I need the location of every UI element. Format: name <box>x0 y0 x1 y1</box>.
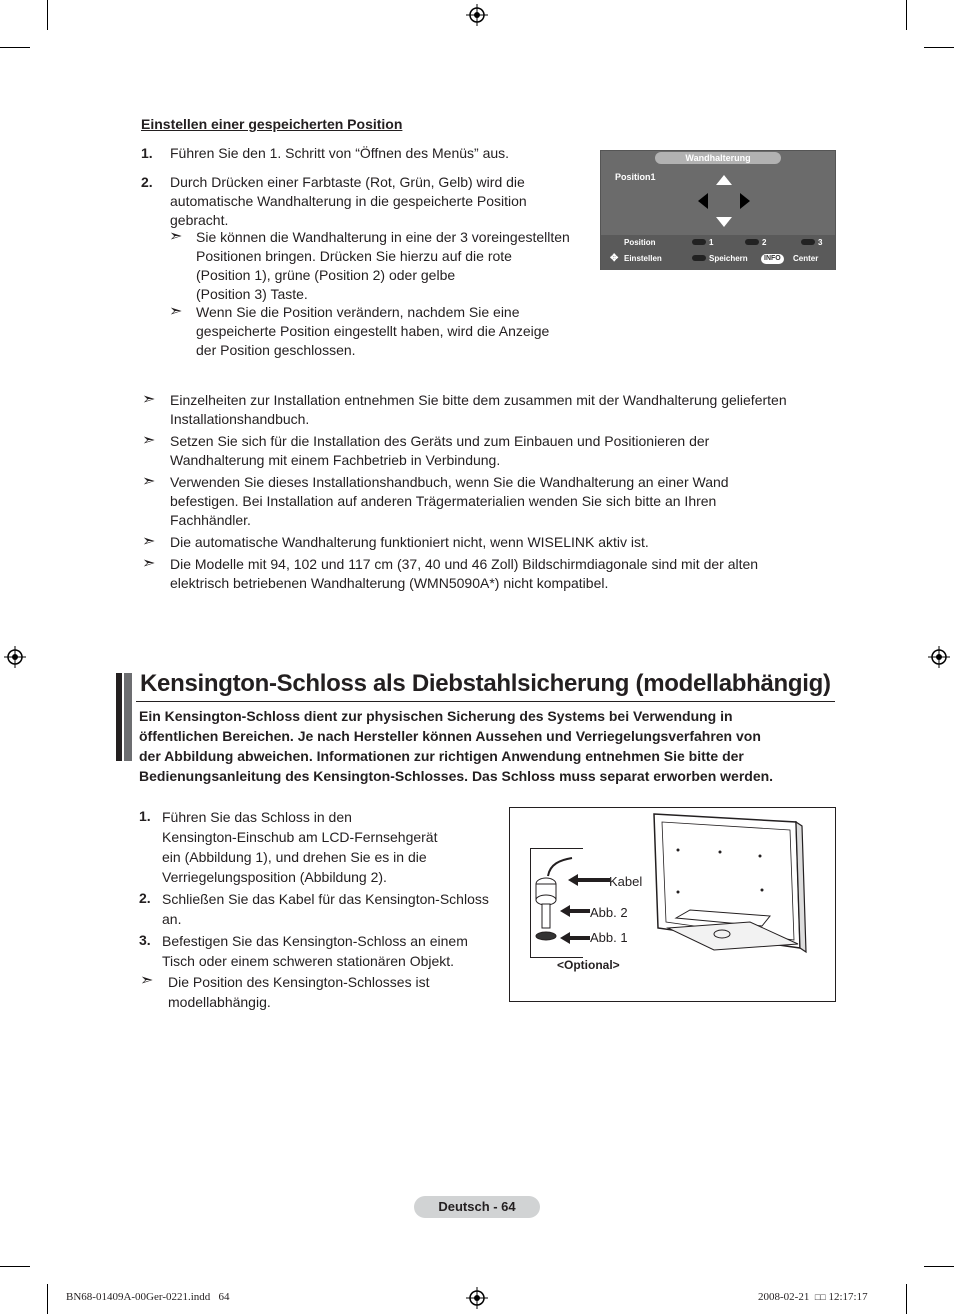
kensington-figure <box>509 807 836 1002</box>
step-text: Befestigen Sie das Kensington-Schloss an einem Tisch oder einem schweren stationären Objekt. <box>162 933 468 969</box>
file-slug: BN68-01409A-00Ger-0221.indd 64 <box>66 1291 230 1303</box>
registration-mark-icon <box>4 646 26 668</box>
yellow-button-icon <box>801 239 815 245</box>
crop-mark <box>47 0 48 30</box>
note-text: Verwenden Sie dieses Installationshandbuch, wenn Sie die Wandhalterung an einer Wand befestigen. Bei Installation auf anderen Trägermaterialien wenden Sie sich bitte an Ihren Fachhändler. <box>170 474 729 528</box>
section-heading: Einstellen einer gespeicherten Position <box>141 116 403 132</box>
crop-mark <box>0 1266 30 1267</box>
note-arrow-icon: ➣ <box>169 303 183 320</box>
green-button-icon <box>745 239 759 245</box>
title-rule <box>136 701 835 702</box>
crop-mark <box>906 0 907 30</box>
step-text: Schließen Sie das Kabel für das Kensington-Schloss an. <box>162 891 489 927</box>
section-bar <box>116 673 122 761</box>
osd-button-label: 2 <box>762 238 767 247</box>
registration-mark-icon <box>466 1287 488 1309</box>
move-icon: ✥ <box>610 253 619 264</box>
osd-position-label: Position1 <box>615 172 656 182</box>
note-arrow-icon: ➣ <box>142 533 156 550</box>
crop-mark <box>0 47 30 48</box>
crop-mark <box>906 1284 907 1314</box>
print-date: 2008-02-21 □□ 12:17:17 <box>758 1291 868 1303</box>
note-arrow-icon: ➣ <box>142 473 156 490</box>
page-title: Kensington-Schloss als Diebstahlsicherung (modellabhängig) <box>140 670 831 697</box>
note-text: Einzelheiten zur Installation entnehmen Sie bitte dem zusammen mit der Wandhalterung gelieferten Installationshandbuch. <box>170 392 787 427</box>
osd-row-label: Position <box>624 238 656 247</box>
crop-mark <box>47 1284 48 1314</box>
arrow-abb2-icon <box>560 905 590 917</box>
info-button-icon: INFO <box>761 254 784 264</box>
page-number-badge: Deutsch - 64 <box>414 1196 540 1218</box>
step-text: Führen Sie den 1. Schritt von “Öffnen des Menüs” aus. <box>170 145 510 161</box>
note-arrow-icon: ➣ <box>142 432 156 449</box>
abb1-label: Abb. 1 <box>590 930 628 945</box>
osd-footer <box>601 235 835 270</box>
step-text: Durch Drücken einer Farbtaste (Rot, Grün, Gelb) wird die automatische Wandhalterung in die gespeicherte Position gebracht. <box>170 174 527 228</box>
arrow-abb1-icon <box>560 932 590 944</box>
osd-title: Wandhalterung <box>655 152 781 164</box>
note-text: Sie können die Wandhalterung in eine der 3 voreingestellten Positionen bringen. Drücken Sie hierzu auf die rote (Position 1), grüne (Position 2) oder gelbe (Position 3) Taste. <box>196 229 570 302</box>
note-text: Die automatische Wandhalterung funktioniert nicht, wenn WISELINK aktiv ist. <box>170 534 649 550</box>
step-number: 1. <box>139 808 151 824</box>
osd-button-label: 3 <box>818 238 823 247</box>
step-number: 2. <box>139 890 151 906</box>
crop-mark <box>924 47 954 48</box>
section-bar <box>124 673 132 761</box>
note-text: Die Modelle mit 94, 102 und 117 cm (37, 40 und 46 Zoll) Bildschirmdiagonale sind mit der alten elektrisch betriebenen Wandhalterung (WMN5090A*) nicht kompatibel. <box>170 556 759 591</box>
abb2-label: Abb. 2 <box>590 905 628 920</box>
registration-mark-icon <box>928 646 950 668</box>
red-button-icon <box>692 239 706 245</box>
cable-label: Kabel <box>609 874 643 889</box>
crop-mark <box>924 1266 954 1267</box>
step-number: 1. <box>141 145 153 161</box>
step-number: 2. <box>141 174 153 190</box>
direction-pad-icon <box>694 173 754 229</box>
tv-illustration <box>650 810 832 958</box>
osd-button-label: 1 <box>709 238 714 247</box>
note-arrow-icon: ➣ <box>142 391 156 408</box>
osd-menu-screenshot <box>600 150 836 270</box>
intro-text: Ein Kensington-Schloss dient zur physischen Sicherung des Systems bei Verwendung in öffentlichen Bereichen. Je nach Hersteller können Aussehen und Verriegelungsverfahren von der Abbildung abweichen. Informationen zur richtigen Anwendung entnehmen Sie bitte der Bedienungsanleitung des Kensington-Schlosses. Das Schloss muss separat erworben werden. <box>139 708 774 784</box>
step-number: 3. <box>139 932 151 948</box>
step-text: Führen Sie das Schloss in den Kensington-Einschub am LCD-Fernsehgerät ein (Abbildung 1), und drehen Sie es in die Verriegelungsposition (Abbildung 2). <box>162 809 438 885</box>
blue-button-icon <box>692 255 706 261</box>
osd-button-label: Speichern <box>709 254 748 263</box>
arrow-cable-icon <box>568 874 610 886</box>
note-arrow-icon: ➣ <box>140 972 154 989</box>
note-arrow-icon: ➣ <box>169 228 183 245</box>
optional-label: <Optional> <box>557 958 620 972</box>
note-text: Setzen Sie sich für die Installation des Geräts und zum Einbauen und Positionieren der Wandhalterung mit einem Fachbetrieb in Verbindung. <box>170 433 710 468</box>
osd-row-label: Einstellen <box>624 254 662 263</box>
osd-button-label: Center <box>793 254 819 263</box>
note-arrow-icon: ➣ <box>142 555 156 572</box>
note-text: Wenn Sie die Position verändern, nachdem Sie eine gespeicherte Position eingestellt haben, wird die Anzeige der Position geschlossen. <box>196 304 550 358</box>
registration-mark-icon <box>466 4 488 26</box>
note-text: Die Position des Kensington-Schlosses ist modellabhängig. <box>168 974 430 1010</box>
